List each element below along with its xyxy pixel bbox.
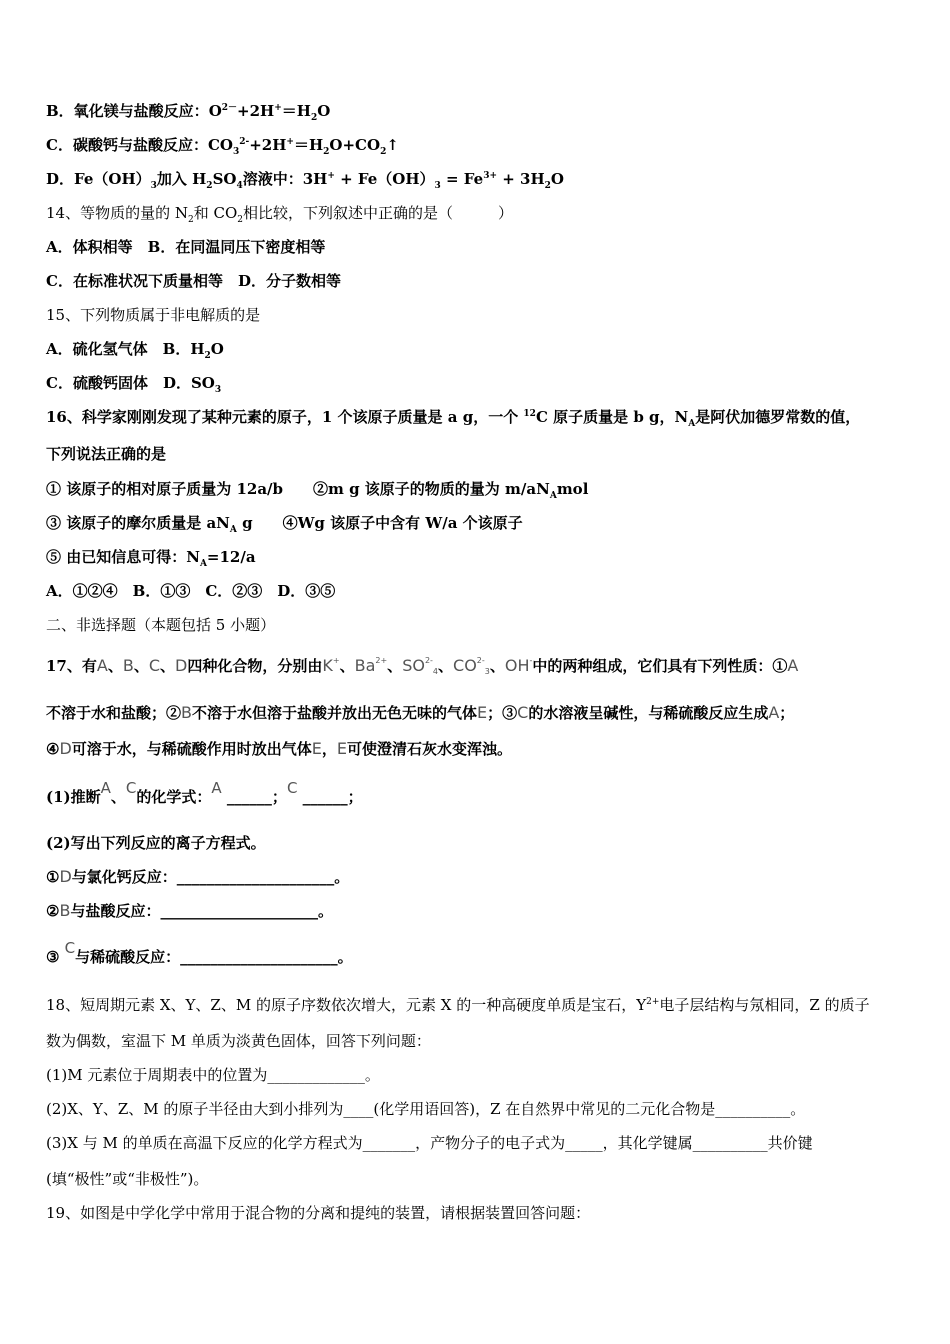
question-15-options-ab: A．硫化氢气体 B．$H_2O$ [46,340,224,361]
question-17-cont-2: ④D可溶于水，与稀硫酸作用时放出气体E，E可使澄清石灰水变浑浊。 [46,739,513,758]
answer-blank-18-3a[interactable]: _______ [362,1134,416,1152]
question-16-options: A．①②④ B．①③ C．②③ D．③⑤ [46,582,336,600]
question-15: 15、下列物质属于非电解质的是 [46,306,261,324]
question-14: 14、等物质的量的 $N_2$和 $CO_2$相比较，下列叙述中正确的是（ ） [46,204,514,225]
answer-blank-c[interactable]: ______ [302,788,348,806]
answer-blank-a[interactable]: ______ [226,788,272,806]
question-18-cont: 数为偶数，室温下 M 单质为淡黄色固体，回答下列问题： [46,1032,431,1050]
question-16-statement-5: ⑤ 由已知信息可得：$N_A=12/a$ [46,548,256,569]
question-18: 18、短周期元素 X、Y、Z、M 的原子序数依次增大，元素 X 的一种高硬度单质是宝石，$Y^{2+}$电子层结构与氖相同，Z 的质子 [46,996,870,1014]
question-17-cont-1: 不溶于水和盐酸；②B不溶于水但溶于盐酸并放出无色无味的气体E；③C的水溶液呈碱性，与稀硫酸反应生成A； [46,703,795,722]
question-16-statement-1-2: ① 该原子的相对原子质量为 12a/b ②m g 该原子的物质的量为 $m/aN_Amol$ [46,480,589,501]
option-c-line: C．碳酸钙与盐酸反应：$CO_3^{2-}+2H^+=H_2O+CO_2↑$ [46,136,399,157]
answer-blank-18-3b[interactable]: _____ [565,1134,603,1152]
question-17-part-2a: ①D与氯化钙反应：_____________________。 [46,867,350,886]
question-17-part-2b: ②B与盐酸反应：_____________________。 [46,901,333,920]
question-18-part-1: (1)M 元素位于周期表中的位置为_____________。 [46,1066,380,1084]
answer-blank-2c[interactable]: _____________________ [180,948,338,966]
option-d-line: D．$Fe(OH)_3$加入 $H_2SO_4$溶液中：$3H^+ + Fe(OH)_3 = Fe^{3+} + 3H_2O$ [46,170,564,191]
option-b-line: B．氧化镁与盐酸反应：$O^{2-}+2H^+=H_2O$ [46,102,331,123]
answer-blank-2b[interactable]: _____________________ [160,902,318,920]
section-2-heading: 二、非选择题（本题包括 5 小题） [46,616,276,634]
answer-blank-2a[interactable]: _____________________ [176,868,335,886]
question-14-options-cd: C．在标准状况下质量相等 D．分子数相等 [46,272,341,290]
answer-blank-18-2b[interactable]: __________ [715,1100,791,1118]
question-16-stem-cont: 下列说法正确的是 [46,445,167,463]
answer-blank-18-2a[interactable]: ____ [343,1100,374,1118]
answer-blank-18-1[interactable]: _____________ [267,1066,365,1084]
question-16: 16、科学家刚刚发现了某种元素的原子，1 个该原子质量是 a g，一个 $^{12}$C 原子质量是 b g，$N_A$是阿伏加德罗常数的值， [46,408,861,429]
question-18-part-2: (2)X、Y、Z、M 的原子半径由大到小排列为____(化学用语回答)，Z 在自然界中常见的二元化合物是__________。 [46,1100,806,1118]
question-15-options-cd: C．硫酸钙固体 D．$SO_3$ [46,374,222,395]
question-17-part-2c: ③ C与稀硫酸反应：_____________________。 [46,939,353,966]
question-17: 17、有A、B、C、D四种化合物，分别由K+、$Ba^{2+}$、$SO^{2-}4$、$CO^{2-}3$、OH-中的两种组成，它们具有下列性质：①A [46,656,799,676]
question-17-part-1: (1)推断A、C的化学式：A ______；C ______； [46,779,363,806]
answer-blank-18-3c[interactable]: __________ [692,1134,768,1152]
question-17-part-2: (2)写出下列反应的离子方程式。 [46,834,266,852]
question-16-statement-3-4: ③ 该原子的摩尔质量是 $aN_A$ g ④Wg 该原子中含有 W/a 个该原子 [46,514,523,535]
question-18-part-3: (3)X 与 M 的单质在高温下反应的化学方程式为_______，产物分子的电子式为_____，其化学键属__________共价键 [46,1134,813,1152]
question-18-part-3-cont: (填“极性”或“非极性”)。 [46,1170,209,1188]
question-19: 19、如图是中学化学中常用于混合物的分离和提纯的装置，请根据装置回答问题： [46,1204,591,1222]
question-14-options-ab: A．体积相等 B．在同温同压下密度相等 [46,238,326,256]
